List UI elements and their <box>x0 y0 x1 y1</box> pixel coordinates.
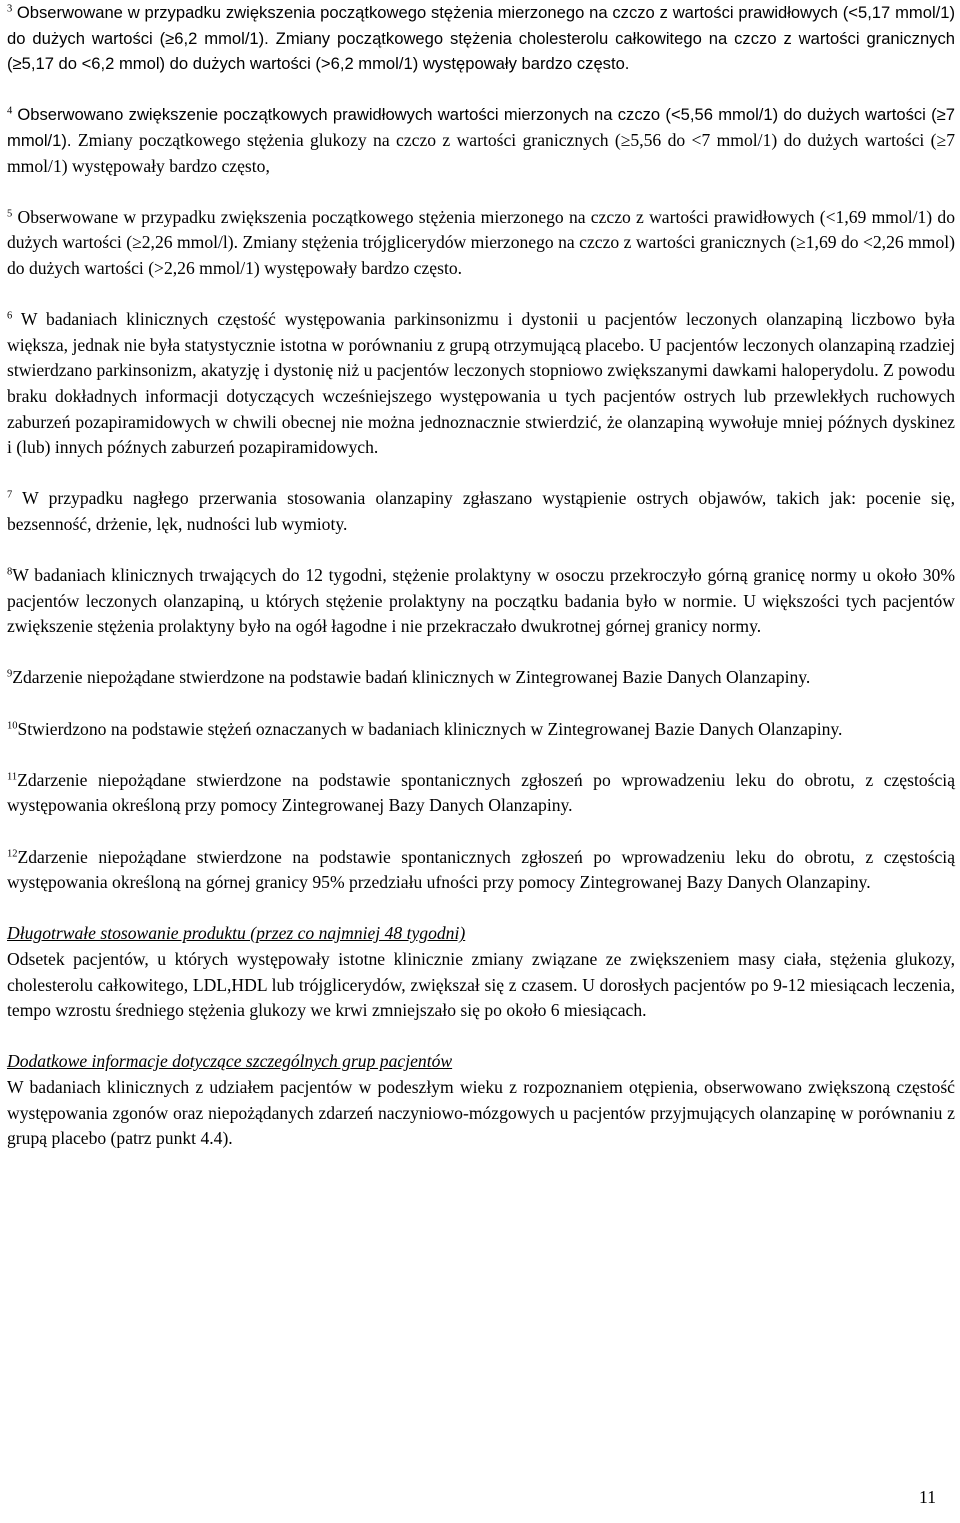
footnote-marker: 9 <box>7 669 13 681</box>
section-title: Długotrwałe stosowanie produktu (przez co najmniej 48 tygodni) <box>7 923 466 944</box>
footnote-text: W przypadku nagłego przerwania stosowania olanzapiny zgłaszano wystąpienie ostrych objawów, takich jak: pocenie się, bezsenność, drżenie, lęk, nudności lub wymioty. <box>7 488 955 534</box>
footnote-text: W badaniach klinicznych częstość występowania parkinsonizmu i dystonii u pacjentów leczonych olanzapiną liczbowo była większa, jednak nie była statystycznie istotna w porównaniu z grupą otrzymującą placebo. U pacjentów leczonych olanzapiną rzadziej stwierdzano parkinsonizm, akatyzję i dystonię niż u pacjentów leczonych stopniowo zwiększanymi dawkami haloperydolu. Z powodu braku dokładnych informacji dotyczących wcześniejszego występowania u tych pacjentów ostrych lub przewlekłych ruchowych zaburzeń pozapiramidowych w chwili obecnej nie można jednoznacznie stwierdzić, że olanzapiną wywołuje mniej późnych dyskinez i (lub) innych późnych zaburzeń pozapiramidowych. <box>7 309 955 458</box>
footnote-marker: 6 <box>7 310 13 322</box>
footnote-9 <box>7 665 955 691</box>
footnote-12 <box>7 845 955 896</box>
footnote-3 <box>7 0 955 77</box>
footnote-marker: 5 <box>7 208 13 220</box>
page-number: 11 <box>919 1487 936 1507</box>
section-body: Odsetek pacjentów, u których występowały istotne klinicznie zmiany związane ze zwiększeniem masy ciała, stężenia glukozy, cholesterolu całkowitego, LDL,HDL lub trójglicerydów, zwiększał się z czasem. U dorosłych pacjentów po 9-12 miesiącach leczenia, tempo wzrostu średniego stężenia glukozy we krwi zmniejszało się po około 6 miesiącach. <box>7 948 955 1021</box>
footnote-5 <box>7 205 955 282</box>
footnote-text: Zdarzenie niepożądane stwierdzone na podstawie spontanicznych zgłoszeń po wprowadzeniu leku do obrotu, z częstością występowania określoną przy pomocy Zintegrowanej Bazy Danych Olanzapiny. <box>7 769 955 816</box>
footnote-text: Obserwowane w przypadku zwiększenia początkowego stężenia mierzonego na czczo z wartości prawidłowych (<5,17 mmol/1) do dużych wartości (≥6,2 mmol/1). Zmiany początkowego stężenia cholesterolu całkowitego na czczo z wartości granicznych (≥5,17 do <6,2 mmol) do dużych wartości (>6,2 mmol/1) występowały bardzo często. <box>7 3 955 74</box>
footnote-text: Obserwowane w przypadku zwiększenia początkowego stężenia mierzonego na czczo z wartości prawidłowych (<1,69 mmol/1) do dużych wartości (≥2,26 mmol/l). Zmiany stężenia trójglicerydów mierzonego na czczo z wartości granicznych (≥1,69 do <2,26 mmol) do dużych wartości (>2,26 mmol/1) występowały bardzo często. <box>7 206 955 278</box>
footnote-marker: 10 <box>7 720 18 732</box>
footnote-text: Zdarzenie niepożądane stwierdzone na podstawie spontanicznych zgłoszeń po wprowadzeniu leku do obrotu, z częstością występowania określoną na górnej granicy 95% przedziału ufności przy pomocy Zintegrowanej Bazy Danych Olanzapiny. <box>7 846 955 893</box>
footnote-marker: 8 <box>7 566 13 578</box>
section-title: Dodatkowe informacje dotyczące szczególnych grup pacjentów <box>7 1051 453 1072</box>
footnote-text: W badaniach klinicznych trwających do 12 tygodni, stężenie prolaktyny w osoczu przekroczyło górną granicę normy u około 30% pacjentów leczonych olanzapiną, u których stężenie prolaktyny na początku badania było w normie. U większości tych pacjentów zwiększenie stężenia prolaktyny było na ogół łagodne i nie przekraczało dwukrotnej górnej granicy normy. <box>7 565 955 637</box>
footnote-text-continued: Zmiany początkowego stężenia glukozy na czczo z wartości granicznych (≥5,56 do <7 mmol/1) do dużych wartości (≥7 mmol/1) występowały bardzo często, <box>7 129 955 176</box>
section-special-groups <box>7 1049 955 1151</box>
footnote-6 <box>7 307 955 461</box>
section-body: W badaniach klinicznych z udziałem pacjentów w podeszłym wieku z rozpoznaniem otępienia, obserwowano zwiększoną częstość występowania zgonów oraz niepożądanych zdarzeń naczyniowo-mózgowych u pacjentów przyjmujących olanzapinę w porównaniu z grupą placebo (patrz punkt 4.4). <box>7 1076 955 1149</box>
footnote-11 <box>7 768 955 819</box>
footnote-4 <box>7 102 955 179</box>
footnote-text: Zdarzenie niepożądane stwierdzone na podstawie badań klinicznych w Zintegrowanej Bazie Danych Olanzapiny. <box>12 667 811 688</box>
footnote-text: Obserwowano zwiększenie początkowych prawidłowych wartości mierzonych na czczo (<5,56 mmol/1) do dużych wartości (≥7 mmol/1). <box>7 105 955 150</box>
footnote-marker: 7 <box>7 489 13 501</box>
footnote-marker: 11 <box>7 771 18 783</box>
footnote-text: Stwierdzono na podstawie stężeń oznaczanych w badaniach klinicznych w Zintegrowanej Bazie Danych Olanzapiny. <box>17 718 843 739</box>
footnote-marker: 4 <box>7 106 13 118</box>
section-long-term <box>7 921 955 1023</box>
footnote-7 <box>7 486 955 537</box>
footnote-10 <box>7 717 955 743</box>
document-page <box>7 0 955 1152</box>
footnote-marker: 12 <box>7 848 18 860</box>
footnote-8 <box>7 563 955 640</box>
footnote-marker: 3 <box>7 3 13 15</box>
